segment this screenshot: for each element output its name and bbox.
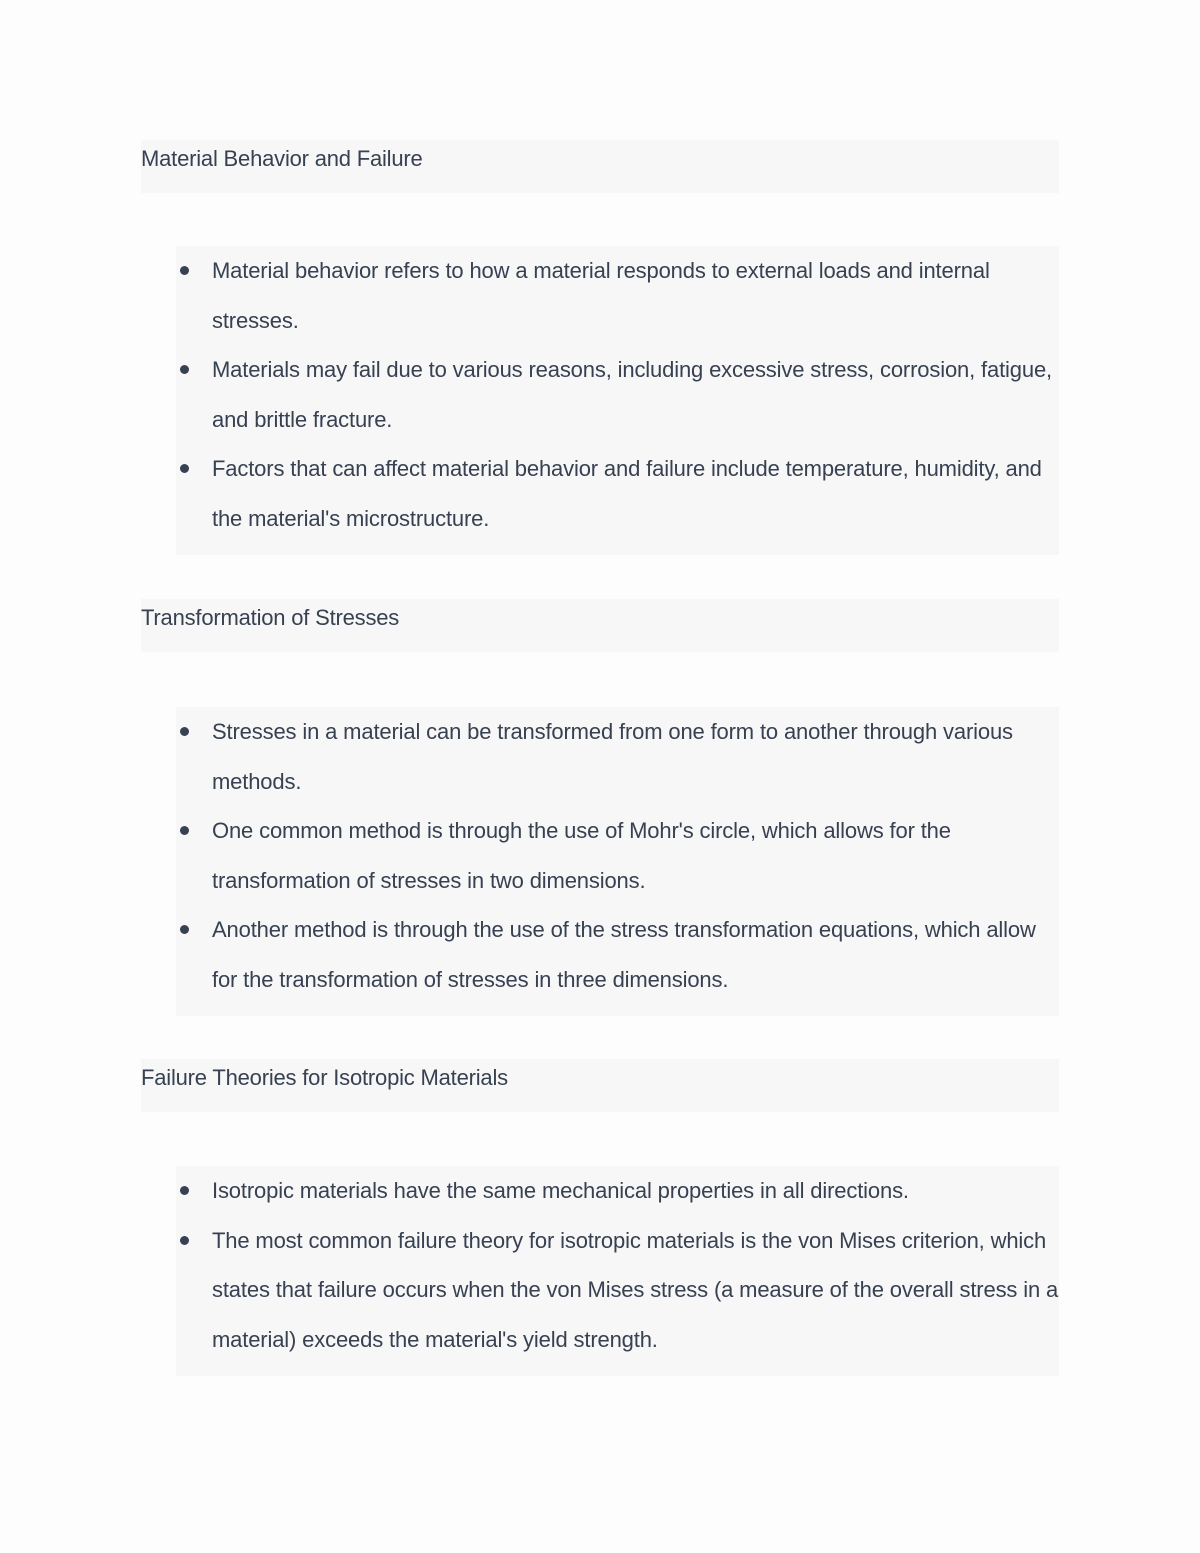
list-item-text: Material behavior refers to how a material responds to external loads and internal stresses.: [212, 258, 990, 333]
bullet-icon: [180, 727, 189, 736]
bullet-icon: [180, 1186, 189, 1195]
section-failure-theories: [141, 1059, 1059, 1376]
section-transformation-of-stresses: [141, 599, 1059, 1016]
bullet-list: [176, 707, 1059, 1016]
list-item-text: Stresses in a material can be transformed from one form to another through various methods.: [212, 719, 1013, 794]
section-heading: Material Behavior and Failure: [141, 140, 1059, 193]
list-item-text: The most common failure theory for isotropic materials is the von Mises criterion, which states that failure occurs when the von Mises stress (a measure of the overall stress in a material) exceeds the material's yield strength.: [212, 1227, 1059, 1352]
bullet-list: [176, 246, 1059, 555]
list-item-text: Factors that can affect material behavior and failure include temperature, humidity, and the material's microstructure.: [212, 456, 1042, 531]
list-item: [176, 1216, 1059, 1365]
bullet-list: [176, 1166, 1059, 1376]
list-item: [176, 905, 1059, 1004]
bullet-icon: [180, 925, 189, 934]
section-material-behavior: [141, 140, 1059, 555]
list-item: [176, 1166, 1059, 1216]
bullet-icon: [180, 1236, 189, 1245]
list-item: [176, 444, 1059, 543]
list-item: [176, 246, 1059, 345]
list-item: [176, 345, 1059, 444]
bullet-icon: [180, 464, 189, 473]
section-heading: Failure Theories for Isotropic Materials: [141, 1059, 1059, 1112]
list-item: [176, 707, 1059, 806]
list-item-text: Isotropic materials have the same mechanical properties in all directions.: [212, 1178, 909, 1203]
bullet-icon: [180, 266, 189, 275]
list-item: [176, 806, 1059, 905]
bullet-icon: [180, 826, 189, 835]
bullet-icon: [180, 365, 189, 374]
list-item-text: One common method is through the use of Mohr's circle, which allows for the transformation of stresses in two dimensions.: [212, 818, 951, 893]
list-item-text: Another method is through the use of the stress transformation equations, which allow for the transformation of stresses in three dimensions.: [212, 917, 1036, 992]
list-item-text: Materials may fail due to various reasons, including excessive stress, corrosion, fatigue, and brittle fracture.: [212, 357, 1052, 432]
section-heading: Transformation of Stresses: [141, 599, 1059, 652]
